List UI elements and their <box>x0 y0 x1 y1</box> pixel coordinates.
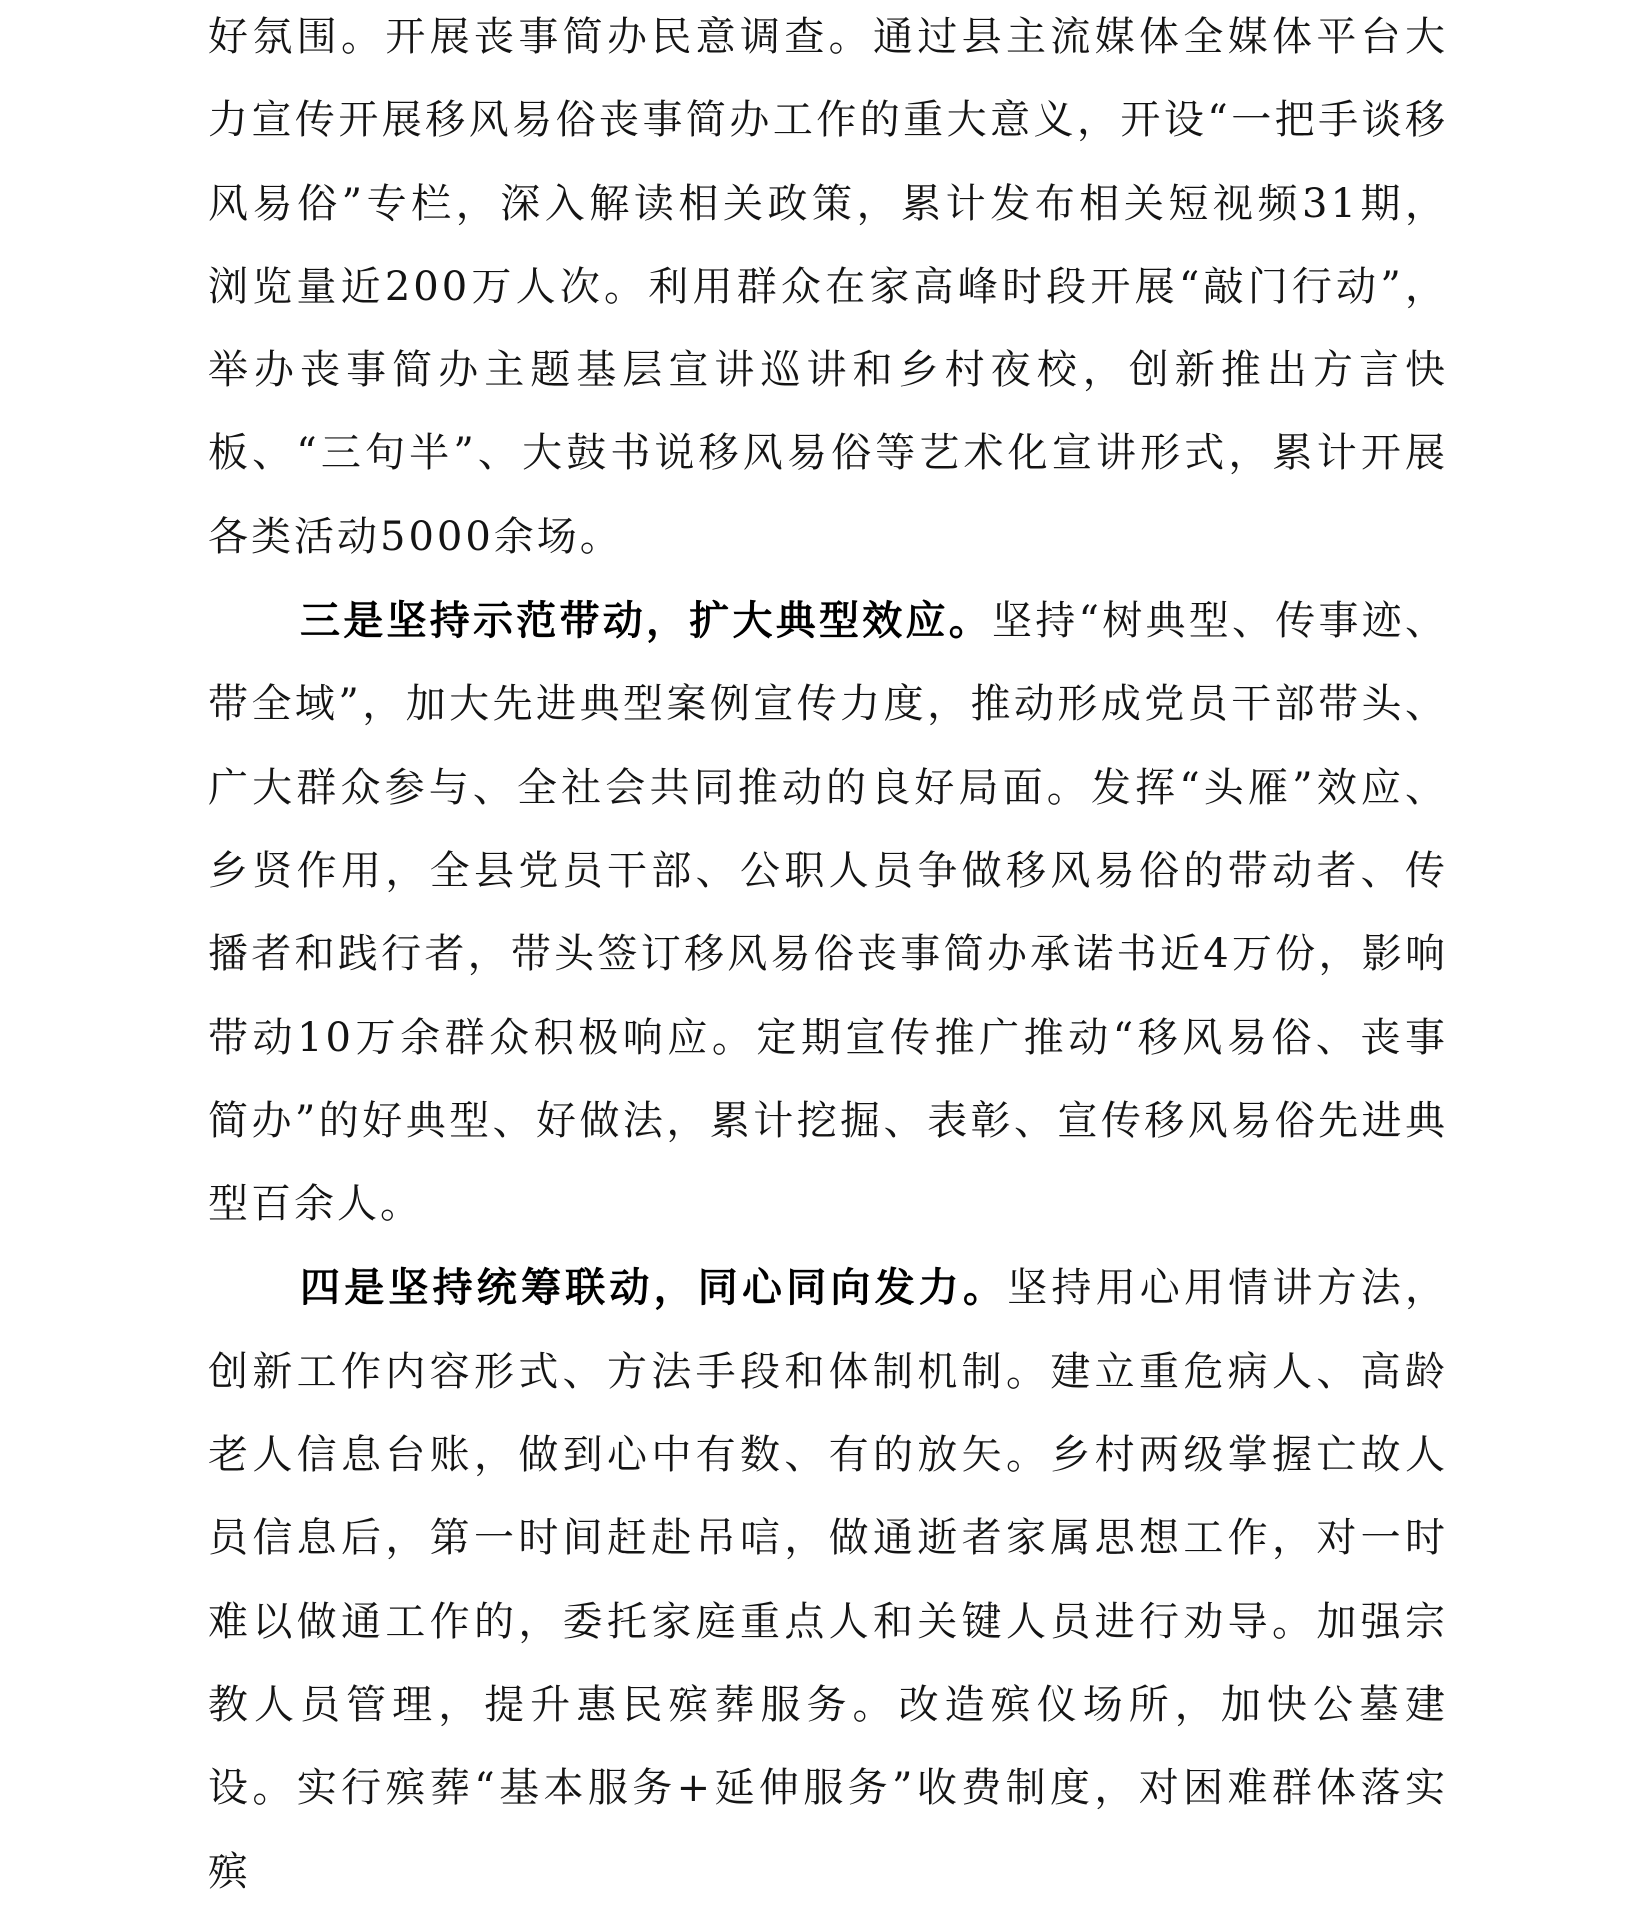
paragraph-2-text: 坚持“树典型、传事迹、带全域”，加大先进典型案例宣传力度，推动形成党员干部带头、广大群众参与、全社会共同推动的良好局面。发挥“头雁”效应、乡贤作用，全县党员干部、公职人员争做移风易俗的带动者、传播者和践行者，带头签订移风易俗丧事简办承诺书近4万份，影响带动10万余群众积极响应。定期宣传推广推动“移风易俗、丧事简办”的好典型、好做法，累计挖掘、表彰、宣传移风易俗先进典型百余人。 <box>208 598 1448 1228</box>
paragraph-2 <box>208 579 1448 1246</box>
paragraph-2-heading: 三是坚持示范带动，扩大典型效应。 <box>300 597 993 645</box>
paragraph-1-text: 好氛围。开展丧事简办民意调查。通过县主流媒体全媒体平台大力宣传开展移风易俗丧事简办工作的重大意义，开设“一把手谈移风易俗”专栏，深入解读相关政策，累计发布相关短视频31期，浏览量近200万人次。利用群众在家高峰时段开展“敲门行动”，举办丧事简办主题基层宣讲巡讲和乡村夜校，创新推出方言快板、“三句半”、大鼓书说移风易俗等艺术化宣讲形式，累计开展各类活动5000余场。 <box>208 14 1448 560</box>
paragraph-3-text: 坚持用心用情讲方法，创新工作内容形式、方法手段和体制机制。建立重危病人、高龄老人信息台账，做到心中有数、有的放矢。乡村两级掌握亡故人员信息后，第一时间赶赴吊唁，做通逝者家属思想工作，对一时难以做通工作的，委托家庭重点人和关键人员进行劝导。加强宗教人员管理，提升惠民殡葬服务。改造殡仪场所，加快公墓建设。实行殡葬“基本服务+延伸服务”收费制度，对困难群体落实殡 <box>208 1265 1449 1895</box>
document-page <box>208 0 1449 1895</box>
paragraph-3 <box>208 1246 1448 1913</box>
paragraph-3-heading: 四是坚持统筹联动，同心同向发力。 <box>300 1264 1008 1312</box>
paragraph-1 <box>208 0 1448 579</box>
